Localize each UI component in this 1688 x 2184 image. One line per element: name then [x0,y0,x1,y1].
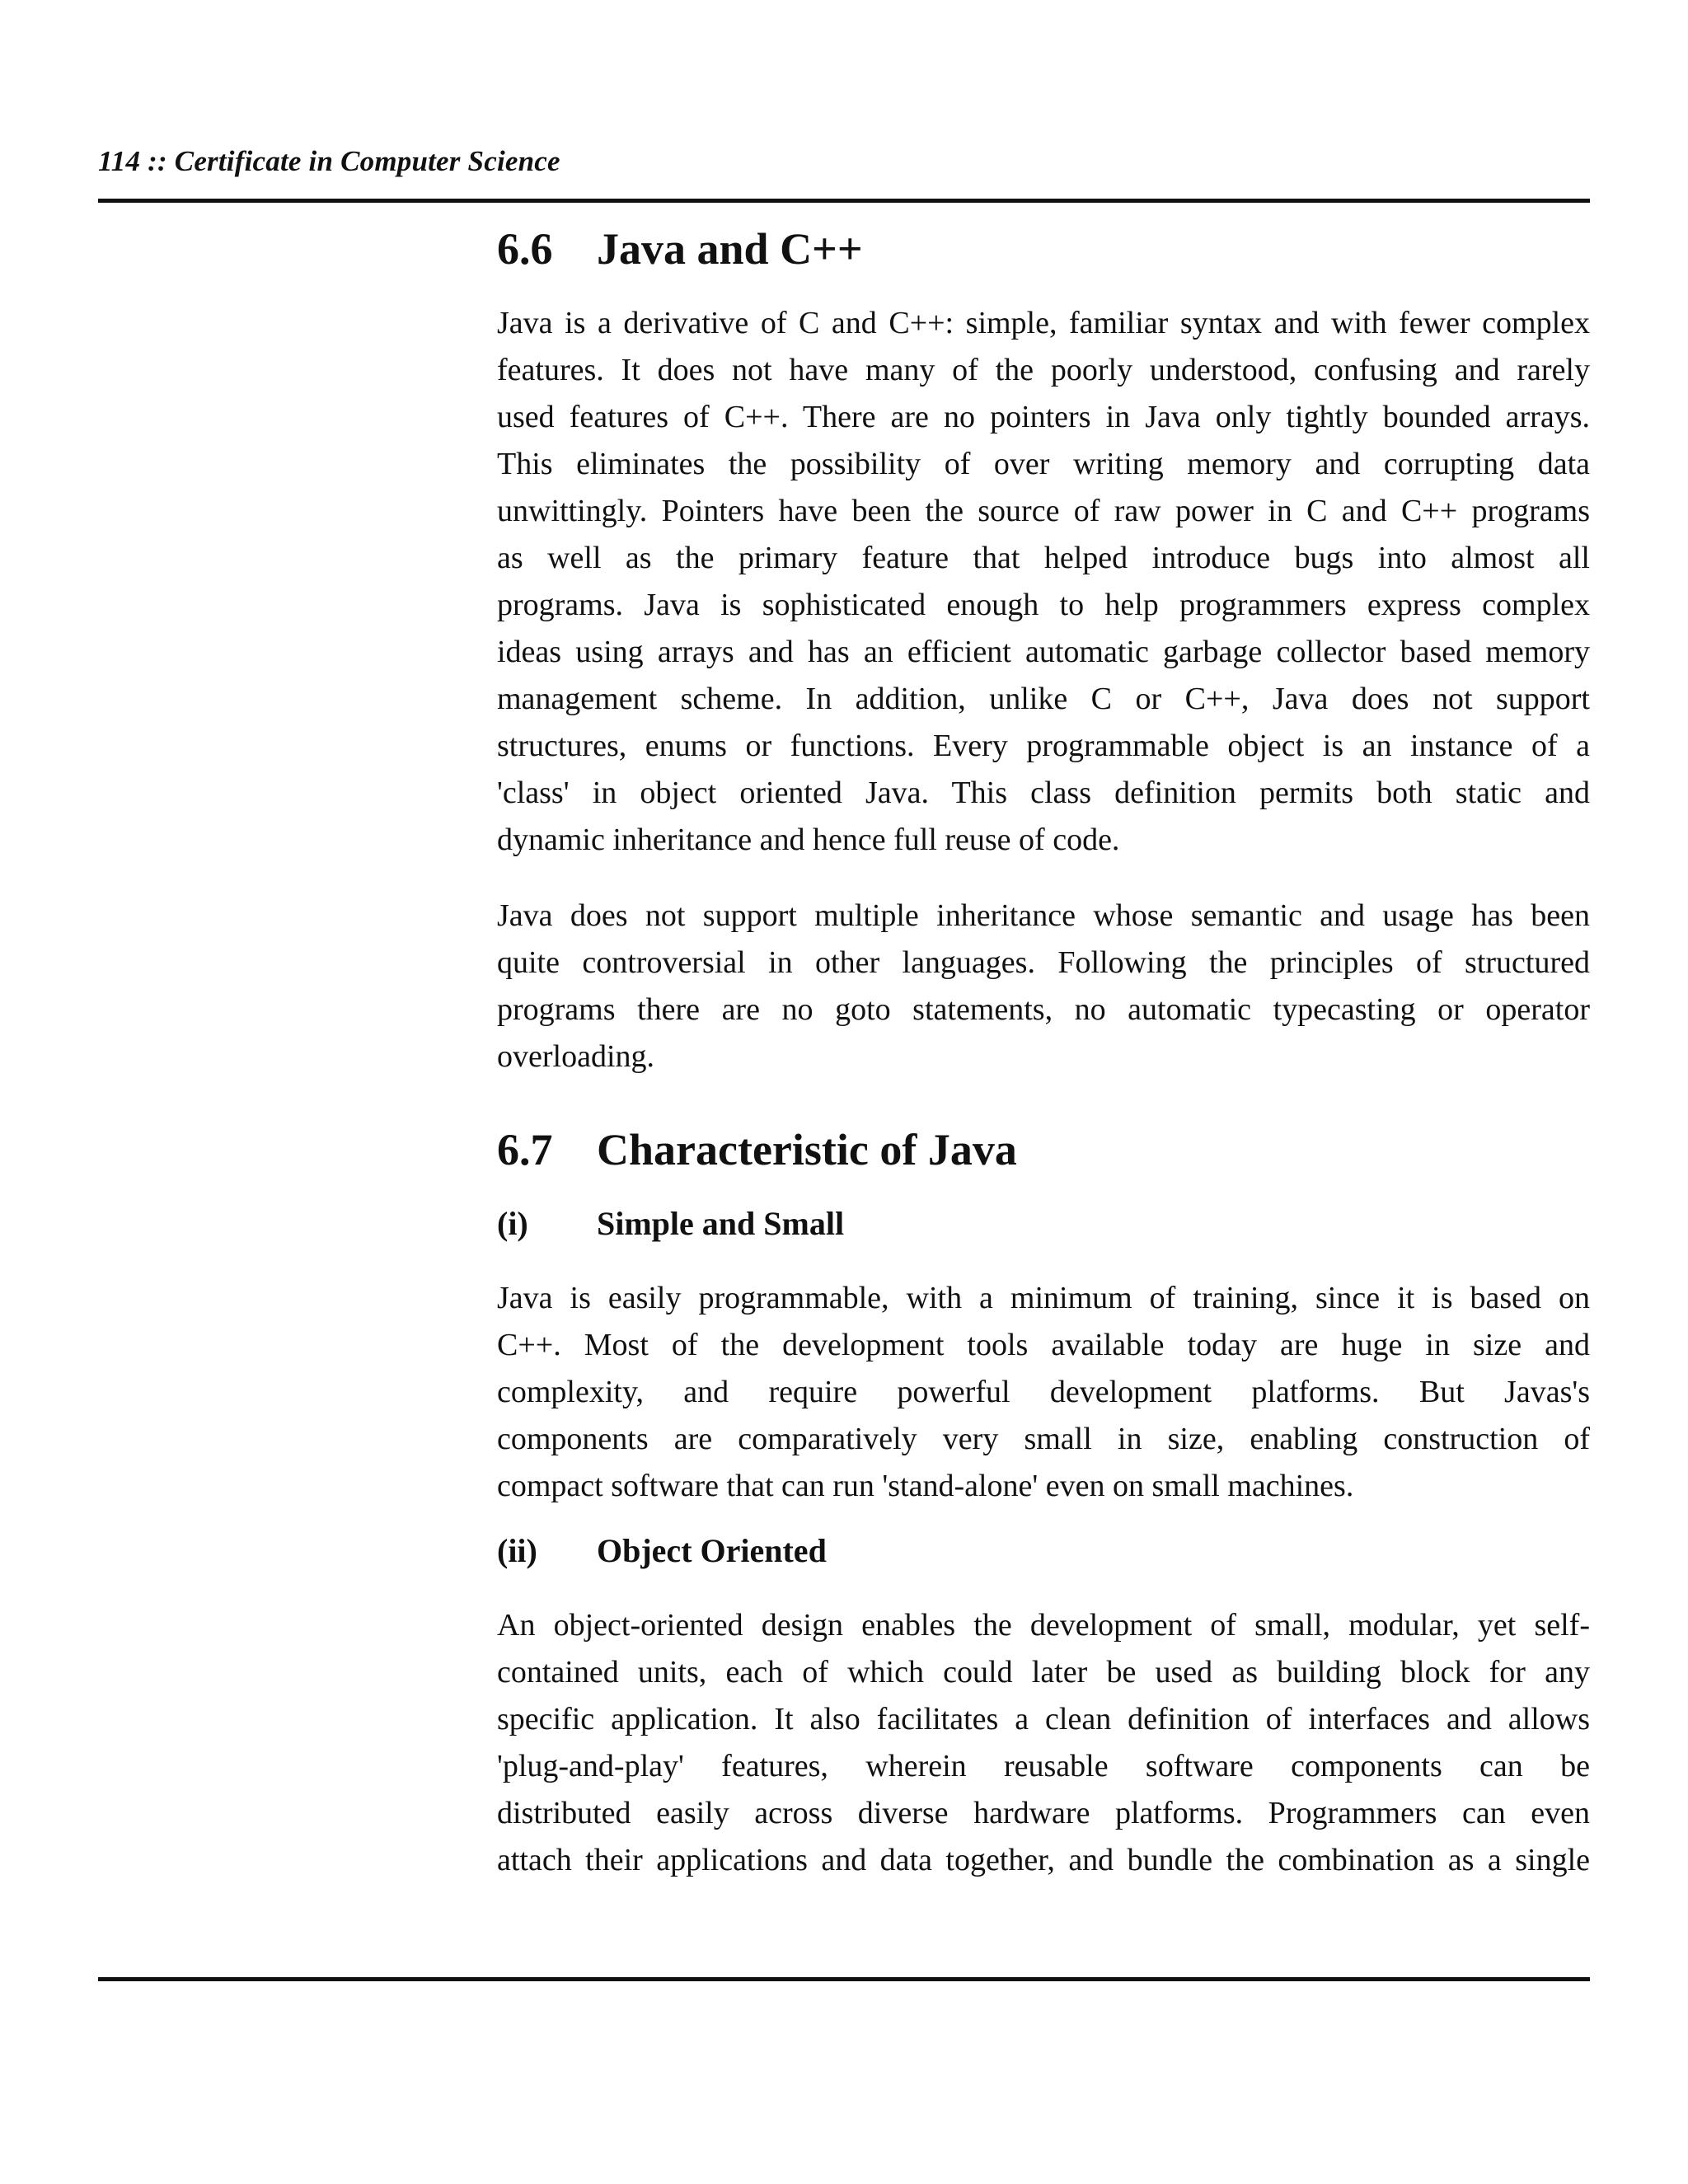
text-line: programs there are no goto statements, no automatic typecasting or operator [497,992,1590,1027]
paragraph [497,1602,1590,1884]
subsection-heading-simple-and-small [497,1201,1590,1247]
text-line: as well as the primary feature that helped introduce bugs into almost all [497,541,1590,575]
section-number: 6.6 [497,224,553,274]
text-line: complexity, and require powerful development platforms. But Javas's [497,1375,1590,1409]
section-title: Characteristic of Java [597,1125,1017,1174]
text-line: contained units, each of which could later be used as building block for any [497,1655,1590,1690]
running-header: 114 :: Certificate in Computer Science [98,145,560,177]
subsection-number: (i) [497,1205,528,1242]
text-line: dynamic inheritance and hence full reuse of code. [497,823,1120,857]
text-line: An object-oriented design enables the development of small, modular, yet self- [497,1608,1590,1643]
text-line: 'class' in object oriented Java. This class definition permits both static and [497,776,1590,810]
text-line: distributed easily across diverse hardware platforms. Programmers can even [497,1796,1590,1830]
text-line: programs. Java is sophisticated enough to help programmers express complex [497,588,1590,622]
text-line: overloading. [497,1039,655,1074]
paragraph [497,1275,1590,1510]
section-title: Java and C++ [597,224,863,274]
text-line: specific application. It also facilitates a clean definition of interfaces and allows [497,1702,1590,1736]
text-line: 'plug-and-play' features, wherein reusable software components can be [497,1749,1590,1783]
section-heading-6-7 [497,1117,1590,1183]
text-line: used features of C++. There are no pointers in Java only tightly bounded arrays. [497,400,1590,434]
text-line: Java does not support multiple inheritance whose semantic and usage has been [497,898,1590,933]
subsection-title: Object Oriented [597,1532,827,1569]
text-line: components are comparatively very small in size, enabling construction of [497,1422,1590,1456]
subsection-number: (ii) [497,1532,537,1569]
text-line: C++. Most of the development tools available today are huge in size and [497,1328,1590,1362]
text-line: management scheme. In addition, unlike C or C++, Java does not support [497,682,1590,716]
section-heading-6-6 [497,216,1590,282]
header-rule [98,199,1590,203]
text-line: Java is a derivative of C and C++: simple, familiar syntax and with fewer complex [497,306,1590,340]
footer-rule [98,1977,1590,1981]
paragraph [497,300,1590,864]
text-line: This eliminates the possibility of over writing memory and corrupting data [497,447,1590,481]
text-line: compact software that can run 'stand-alone' even on small machines. [497,1469,1354,1503]
text-line: Java is easily programmable, with a minimum of training, since it is based on [497,1281,1590,1315]
text-line: attach their applications and data together, and bundle the combination as a single [497,1843,1590,1877]
subsection-title: Simple and Small [597,1205,845,1242]
text-line: quite controversial in other languages. Following the principles of structured [497,945,1590,980]
section-number: 6.7 [497,1125,553,1174]
text-line: ideas using arrays and has an efficient automatic garbage collector based memory [497,635,1590,669]
subsection-heading-object-oriented [497,1528,1590,1574]
text-line: unwittingly. Pointers have been the source of raw power in C and C++ programs [497,494,1590,528]
page-content [497,216,1590,1884]
text-line: structures, enums or functions. Every programmable object is an instance of a [497,729,1590,763]
paragraph [497,893,1590,1080]
text-line: features. It does not have many of the poorly understood, confusing and rarely [497,353,1590,387]
